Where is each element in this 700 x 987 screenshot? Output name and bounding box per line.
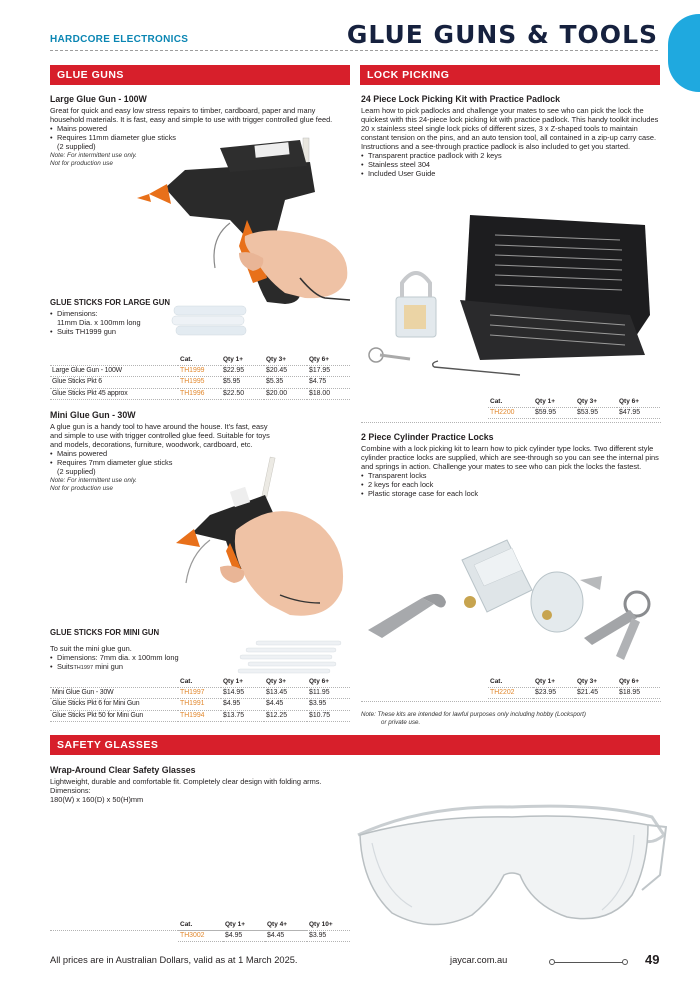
list-item: • Plastic storage case for each lock	[361, 489, 661, 498]
table-row: Glue Sticks Pkt 50 for Mini Gun TH1994 $13.75 $12.25 $10.75	[50, 710, 350, 721]
lock-pick-kit-title: 24 Piece Lock Picking Kit with Practice Padlock	[361, 94, 560, 104]
list-item: • Transparent locks	[361, 471, 661, 480]
cylinder-locks-title: 2 Piece Cylinder Practice Locks	[361, 432, 494, 442]
list-item: • Requires 11mm diameter glue sticks	[50, 133, 350, 142]
lock-picking-heading: LOCK PICKING	[360, 65, 660, 85]
cylinder-locks-features	[361, 471, 661, 498]
divider	[361, 701, 661, 702]
table-row: Glue Sticks Pkt 6 for Mini Gun TH1991 $4.95 $4.45 $3.95	[50, 699, 350, 710]
list-item: • Mains powered	[50, 124, 350, 133]
mini-glue-sticks-title: GLUE STICKS FOR MINI GUN	[50, 628, 160, 637]
mini-glue-gun-price-table: Cat. Qty 1+ Qty 3+ Qty 6+ Mini Glue Gun - 30W TH1997 $14.95 $13.45 $11.95 Glue Sticks Pkt 6 for Mini Gun TH1991 $4.95 $4.45 $3.95 Glue Sticks Pkt 50 for Mini Gun TH1994 $13.75 $12.25 $10.75	[50, 677, 350, 722]
list-item: • Included User Guide	[361, 169, 661, 178]
large-glue-gun-description: Great for quick and easy low stress repairs to timber, cardboard, paper and many household materials. It is fast, easy and simple to use with trigger controlled glue feed.	[50, 105, 333, 124]
list-item: • Dimensions: 7mm dia. x 100mm long	[50, 653, 280, 662]
page-title: GLUE GUNS & TOOLS	[346, 20, 658, 49]
footer-dot-icon	[622, 959, 628, 965]
lock-pick-kit-description: Learn how to pick padlocks and challenge your mates to see who can pick the lock the quickest with this 24-piece lock picking kit with practice padlock. This handy toolkit includes 20 x stainless steel single lock picks of different sizes, 3 x Z-shaped tools to maintain constant tension on the pins, and an auto tension tool, all contained in a zip-up carry case. Instructions and a see-through practice padlock is also included to get you started.	[361, 105, 659, 151]
table-row: TH3002 $4.95 $4.45 $3.95	[178, 930, 350, 941]
cylinder-locks-price-table: Cat. Qty 1+ Qty 3+ Qty 6+ TH2202 $23.95 $21.45 $18.95	[488, 677, 660, 699]
list-item-continuation: 11mm Dia. x 100mm long	[57, 317, 141, 327]
table-row: Mini Glue Gun - 30W TH1997 $14.95 $13.45 $11.95	[50, 687, 350, 698]
lock-pick-kit-block	[361, 94, 661, 178]
list-item-continuation: (2 supplied)	[57, 466, 96, 476]
lock-picking-legal-note: Note: These kits are intended for lawful purposes only including hobby (Locksport) or private use.	[361, 711, 586, 726]
table-row: Large Glue Gun - 100W TH1999 $22.95 $20.45 $17.95	[50, 365, 350, 376]
divider	[361, 422, 661, 423]
safety-glasses-heading: SAFETY GLASSES	[50, 735, 660, 755]
large-glue-gun-note: Note: For intermittent use only. Not for production use	[50, 151, 137, 167]
price-validity-note: All prices are in Australian Dollars, valid as at 1 March 2025.	[50, 955, 298, 965]
list-item: • SuitsTH1997 mini gun	[50, 662, 280, 672]
list-item: • Stainless steel 304	[361, 160, 661, 169]
page-number: 49	[645, 952, 660, 967]
safety-glasses-price-table: Cat. Qty 1+ Qty 4+ Qty 10+ TH3002 $4.95 $4.45 $3.95	[178, 920, 350, 942]
footer-dot-icon	[549, 959, 555, 965]
safety-glasses-description: Lightweight, durable and comfortable fit. Completely clear design with folding arms.	[50, 776, 322, 786]
safety-glasses-title: Wrap-Around Clear Safety Glasses	[50, 765, 196, 775]
mini-glue-sticks-image	[236, 638, 346, 676]
large-glue-gun-title: Large Glue Gun - 100W	[50, 94, 147, 104]
section-label: HARDCORE ELECTRONICS	[50, 34, 189, 45]
mini-glue-gun-note: Note: For intermittent use only. Not for production use	[50, 476, 137, 492]
cylinder-locks-block	[361, 432, 661, 498]
mini-glue-sticks-intro: To suit the mini glue gun.	[50, 643, 132, 653]
large-glue-sticks-image	[170, 300, 250, 342]
list-item: • Transparent practice padlock with 2 keys	[361, 151, 661, 160]
cylinder-locks-description: Combine with a lock picking kit to learn how to pick cylinder type locks. Two different style cylinder practice locks are supplied, which are see-through so you can see the internal pins and springs in action. Challenge your mates to see who can pick the locks the fastest.	[361, 443, 659, 471]
glue-guns-heading: GLUE GUNS	[50, 65, 350, 85]
table-row: Glue Sticks Pkt 45 approx TH1996 $22.50 $20.00 $18.00	[50, 388, 350, 399]
lock-pick-kit-image	[360, 205, 660, 385]
safety-glasses-dimensions-value: 180(W) x 160(D) x 50(H)mm	[50, 794, 144, 804]
list-item-continuation: (2 supplied)	[57, 141, 96, 151]
list-item: • 2 keys for each lock	[361, 480, 661, 489]
safety-glasses-image	[352, 795, 667, 940]
safety-glasses-dimensions-label: Dimensions:	[50, 785, 91, 795]
page-edge-tab	[668, 14, 700, 92]
table-row: Glue Sticks Pkt 6 TH1995 $5.95 $5.35 $4.75	[50, 377, 350, 388]
divider	[50, 930, 350, 931]
lock-pick-kit-price-table: Cat. Qty 1+ Qty 3+ Qty 6+ TH2200 $59.95 $53.95 $47.95	[488, 397, 660, 419]
list-item: • Mains powered	[50, 449, 280, 458]
cylinder-locks-image	[362, 520, 660, 670]
large-glue-gun-price-table: Cat. Qty 1+ Qty 3+ Qty 6+ Large Glue Gun - 100W TH1999 $22.95 $20.45 $17.95 Glue Sticks Pkt 6 TH1995 $5.95 $5.35 $4.75 Glue Sticks Pkt 45 approx TH1996 $22.50 $20.00 $18.00	[50, 355, 350, 400]
mini-glue-gun-image	[170, 455, 355, 625]
list-item: • Suits TH1999 gun	[50, 327, 200, 336]
large-glue-sticks-title: GLUE STICKS FOR LARGE GUN	[50, 298, 170, 307]
table-row: TH2200 $59.95 $53.95 $47.95	[488, 407, 660, 418]
header-divider	[50, 50, 658, 51]
lock-pick-kit-features	[361, 151, 661, 178]
website-link[interactable]: jaycar.com.au	[450, 955, 508, 965]
mini-glue-gun-title: Mini Glue Gun - 30W	[50, 410, 136, 420]
mini-glue-gun-description: A glue gun is a handy tool to have around the house. It's fast, easy and simple to use with trigger controlled glue feed. Suitable for toys and models, decorations, furniture, woodwork, cardboard, etc.	[50, 421, 270, 449]
list-item: • Requires 7mm diameter glue sticks	[50, 458, 280, 467]
large-glue-gun-image	[135, 128, 360, 308]
list-item: • Dimensions:	[50, 309, 200, 318]
footer-divider	[553, 962, 625, 963]
table-row: TH2202 $23.95 $21.45 $18.95	[488, 687, 660, 698]
